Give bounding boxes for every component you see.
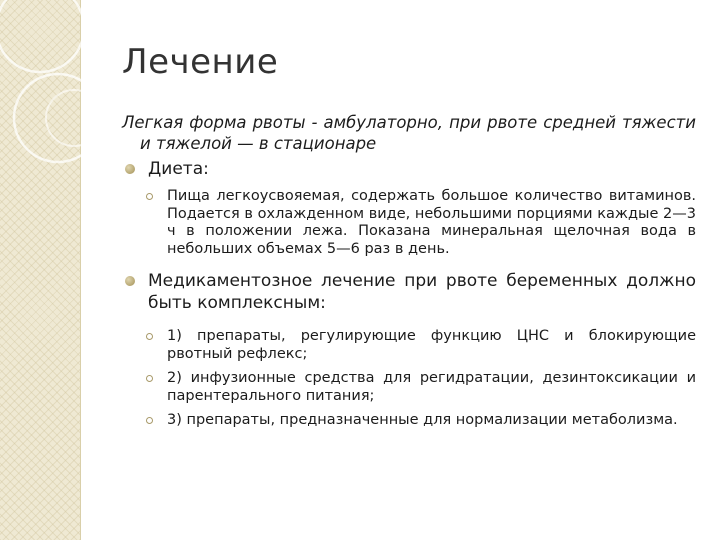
slide-body <box>122 112 696 430</box>
decorative-swirl-circles <box>0 0 140 220</box>
sub-bullet-ring-icon <box>146 193 153 200</box>
bullet-diet <box>122 158 696 180</box>
bullet-medication <box>122 270 696 314</box>
bullet-medication-text: Медикаментозное лечение при рвоте беременных должно быть комплексным: <box>148 271 696 313</box>
subitem-medication-2 <box>122 370 696 405</box>
sub-bullet-ring-icon <box>146 375 153 382</box>
subitem-text: 2) инфузионные средства для регидратации, дезинтоксикации и парентерального питания; <box>167 370 696 404</box>
bullet-diet-text: Диета: <box>148 159 209 179</box>
subitem-diet-description <box>122 188 696 258</box>
subitem-text: Пища легкоусвояемая, содержать большое количество витаминов. Подается в охлажденном виде, небольшими порциями каждые 2—3 ч в положении лежа. Показана минеральная щелочная вода в небольших объемах 5—6 раз в день. <box>167 188 696 257</box>
slide-title: Лечение <box>122 42 279 82</box>
bullet-dot-icon <box>125 164 135 174</box>
intro-text: Легкая форма рвоты - амбулаторно, при рвоте средней тяжести и тяжелой — в стационаре <box>122 113 696 153</box>
sub-bullet-ring-icon <box>146 417 153 424</box>
subitem-medication-3 <box>122 412 696 430</box>
subitem-text: 1) препараты, регулирующие функцию ЦНС и блокирующие рвотный рефлекс; <box>167 328 696 362</box>
subitem-medication-1 <box>122 328 696 363</box>
sub-bullet-ring-icon <box>146 333 153 340</box>
bullet-dot-icon <box>125 276 135 286</box>
subitem-text: 3) препараты, предназначенные для нормализации метаболизма. <box>167 412 678 428</box>
